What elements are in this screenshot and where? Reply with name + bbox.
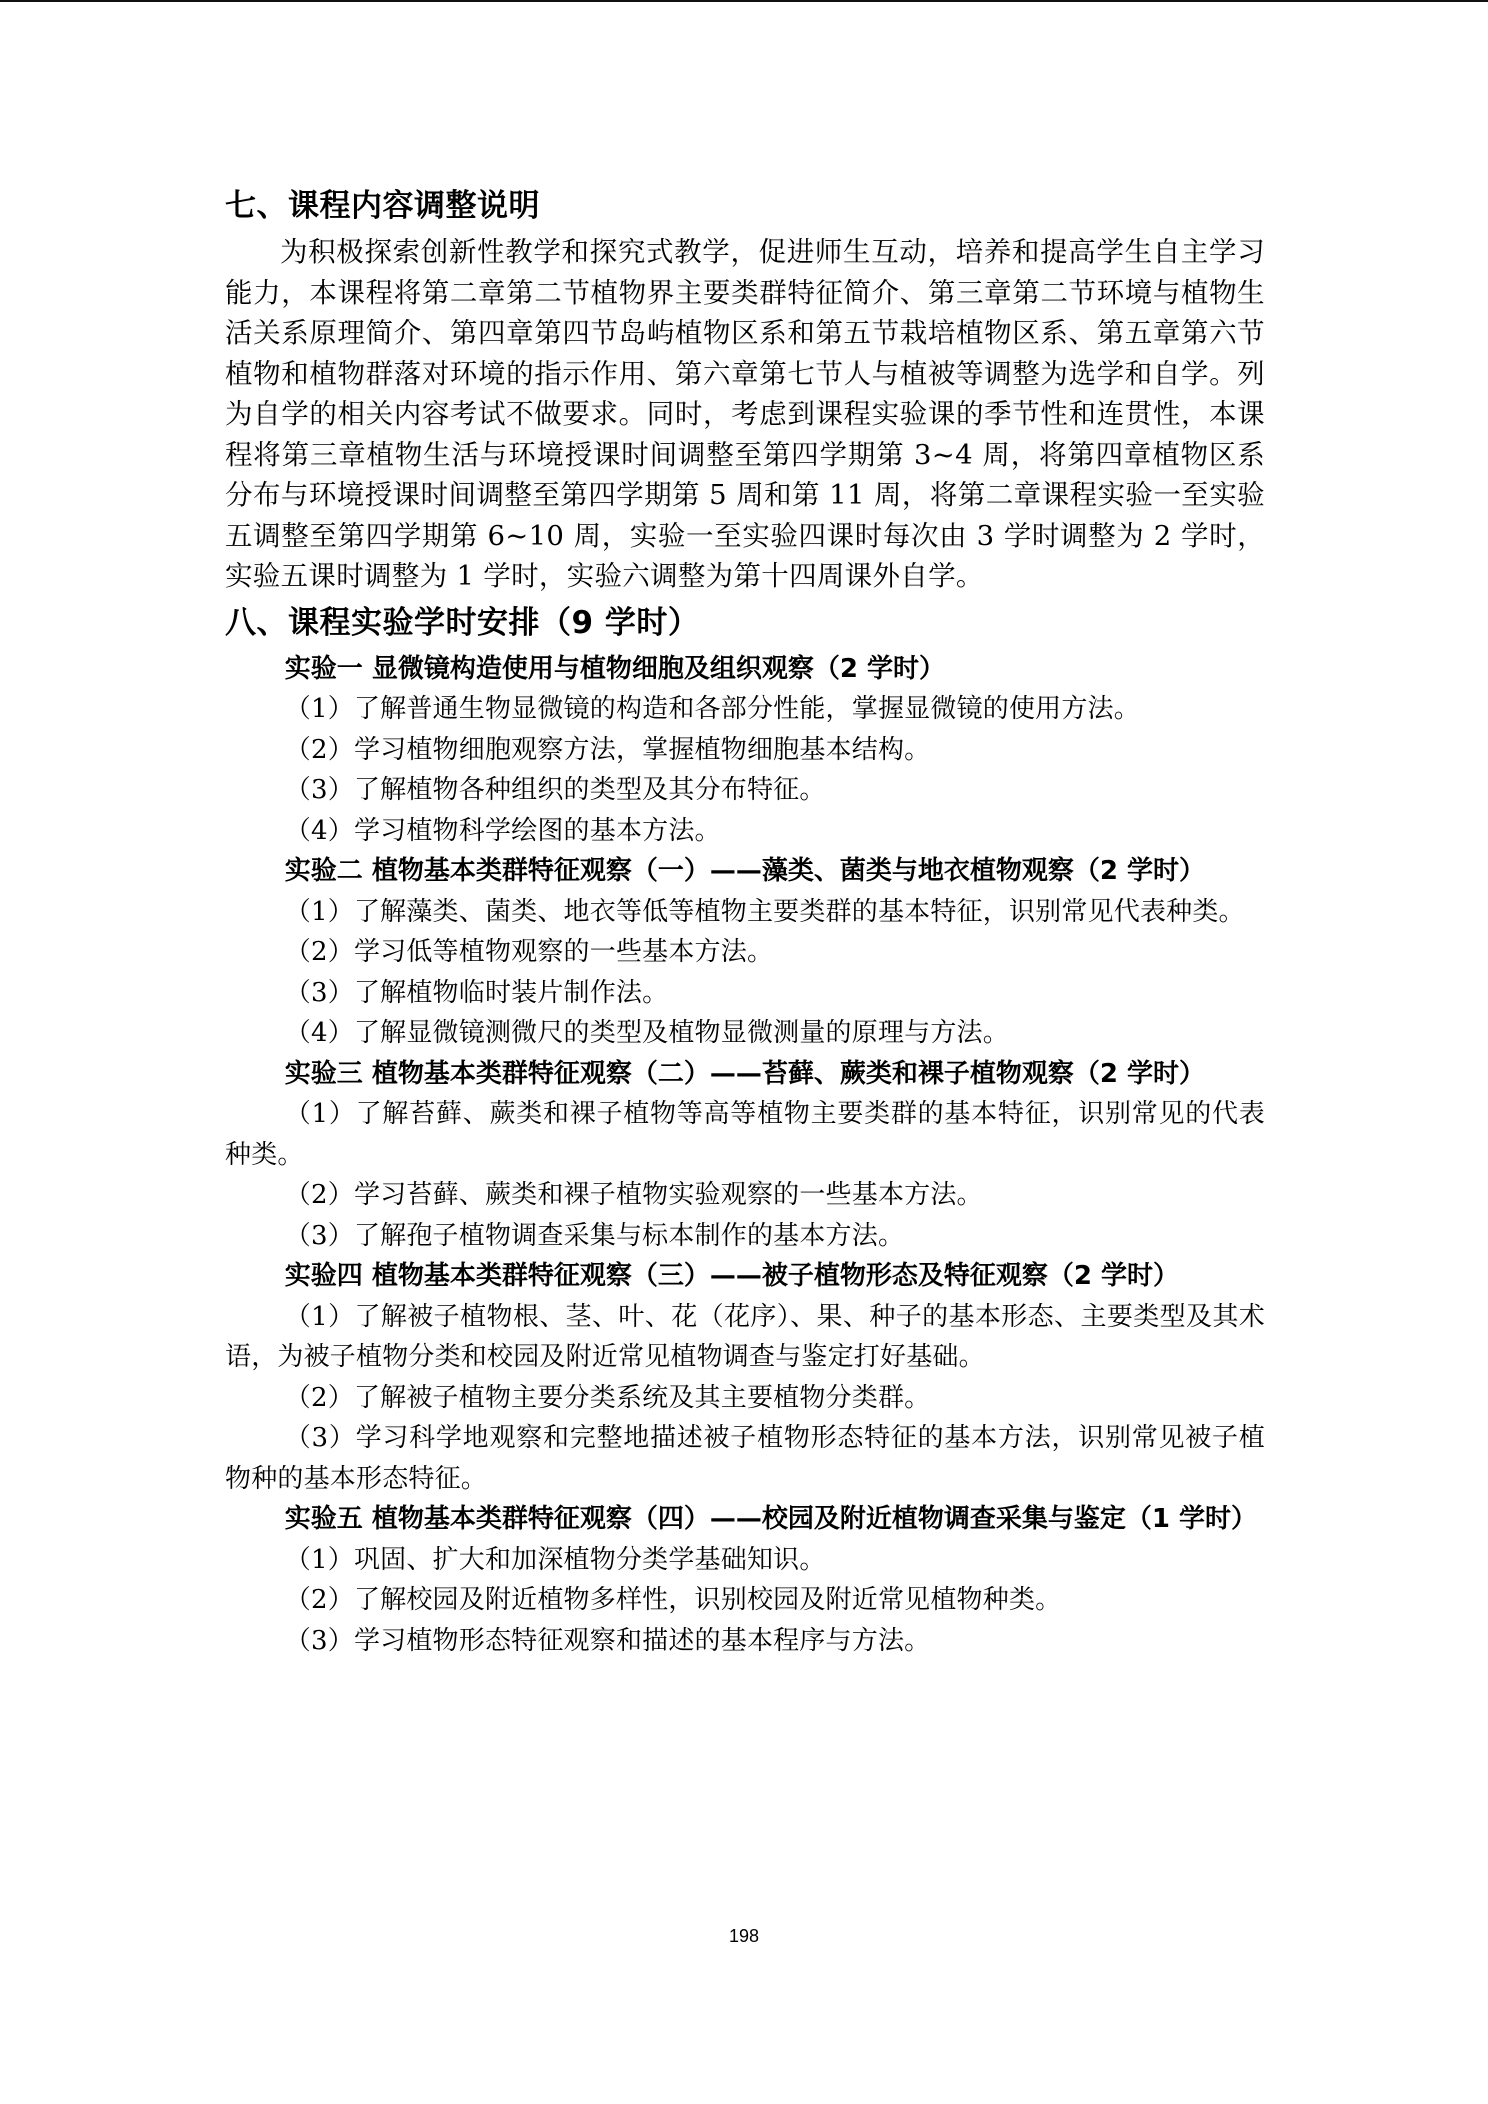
experiment-item: （2）了解校园及附近植物多样性，识别校园及附近常见植物种类。 xyxy=(284,1585,1062,1615)
experiment-4 xyxy=(225,1256,1265,1499)
page-content xyxy=(225,180,1265,1661)
experiment-item: （1）了解藻类、菌类、地衣等低等植物主要类群的基本特征，识别常见代表种类。 xyxy=(284,896,1245,927)
section-8-heading: 八、课程实验学时安排（9 学时） xyxy=(225,604,700,641)
experiment-item: （2）学习低等植物观察的一些基本方法。 xyxy=(284,937,774,967)
experiment-5 xyxy=(225,1499,1265,1661)
experiment-title: 实验一 显微镜构造使用与植物细胞及组织观察（2 学时） xyxy=(284,653,945,684)
experiment-item: （1）了解普通生物显微镜的构造和各部分性能，掌握显微镜的使用方法。 xyxy=(284,694,1140,724)
experiment-title: 实验五 植物基本类群特征观察（四）——校园及附近植物调查采集与鉴定（1 学时） xyxy=(284,1504,1257,1534)
experiment-item: （4）了解显微镜测微尺的类型及植物显微测量的原理与方法。 xyxy=(284,1018,1009,1048)
experiment-item: （3）了解植物各种组织的类型及其分布特征。 xyxy=(284,775,826,805)
section-7-paragraph: 为积极探索创新性教学和探究式教学，促进师生互动，培养和提高学生自主学习能力，本课程将第二章第二节植物界主要类群特征简介、第三章第二节环境与植物生活关系原理简介、第四章第四节岛屿植物区系和第五节栽培植物区系、第五章第六节植物和植物群落对环境的指示作用、第六章第七节人与植被等调整为选学和自学。列为自学的相关内容考试不做要求。同时，考虑到课程实验课的季节性和连贯性，本课程将第三章植物生活与环境授课时间调整至第四学期第 3~4 周，将第四章植物区系分布与环境授课时间调整至第四学期第 5 周和第 11 周，将第二章课程实验一至实验五调整至第四学期第 6~10 周，实验一至实验四课时每次由 3 学时调整为 2 学时，实验五课时调整为 1 学时，实验六调整为第十四周课外自学。 xyxy=(225,236,1265,592)
experiment-item: （3）了解植物临时装片制作法。 xyxy=(284,977,669,1008)
experiment-item: （4）学习植物科学绘图的基本方法。 xyxy=(284,815,721,846)
experiment-item: （2）学习植物细胞观察方法，掌握植物细胞基本结构。 xyxy=(284,734,931,765)
experiment-item: （1）了解被子植物根、茎、叶、花（花序）、果、种子的基本形态、主要类型及其术语，为被子植物分类和校园及附近常见植物调查与鉴定打好基础。 xyxy=(225,1301,1265,1372)
experiment-2 xyxy=(225,851,1265,1054)
section-7-heading: 七、课程内容调整说明 xyxy=(225,188,540,224)
experiment-1 xyxy=(225,649,1265,852)
experiment-3 xyxy=(225,1054,1265,1257)
experiment-title: 实验四 植物基本类群特征观察（三）——被子植物形态及特征观察（2 学时） xyxy=(284,1261,1179,1291)
experiment-item: （1）了解苔藓、蕨类和裸子植物等高等植物主要类群的基本特征，识别常见的代表种类。 xyxy=(225,1099,1265,1170)
experiment-item: （3）学习科学地观察和完整地描述被子植物形态特征的基本方法，识别常见被子植物种的基本形态特征。 xyxy=(225,1423,1265,1494)
experiment-item: （1）巩固、扩大和加深植物分类学基础知识。 xyxy=(284,1544,826,1575)
experiment-item: （2）了解被子植物主要分类系统及其主要植物分类群。 xyxy=(284,1382,931,1413)
experiment-title: 实验二 植物基本类群特征观察（一）——藻类、菌类与地衣植物观察（2 学时） xyxy=(284,856,1205,886)
experiment-item: （2）学习苔藓、蕨类和裸子植物实验观察的一些基本方法。 xyxy=(284,1180,983,1210)
experiment-item: （3）了解孢子植物调查采集与标本制作的基本方法。 xyxy=(284,1220,905,1251)
experiment-item: （3）学习植物形态特征观察和描述的基本程序与方法。 xyxy=(284,1625,931,1656)
page-number: 198 xyxy=(728,1926,760,1946)
experiment-title: 实验三 植物基本类群特征观察（二）——苔藓、蕨类和裸子植物观察（2 学时） xyxy=(284,1058,1205,1089)
